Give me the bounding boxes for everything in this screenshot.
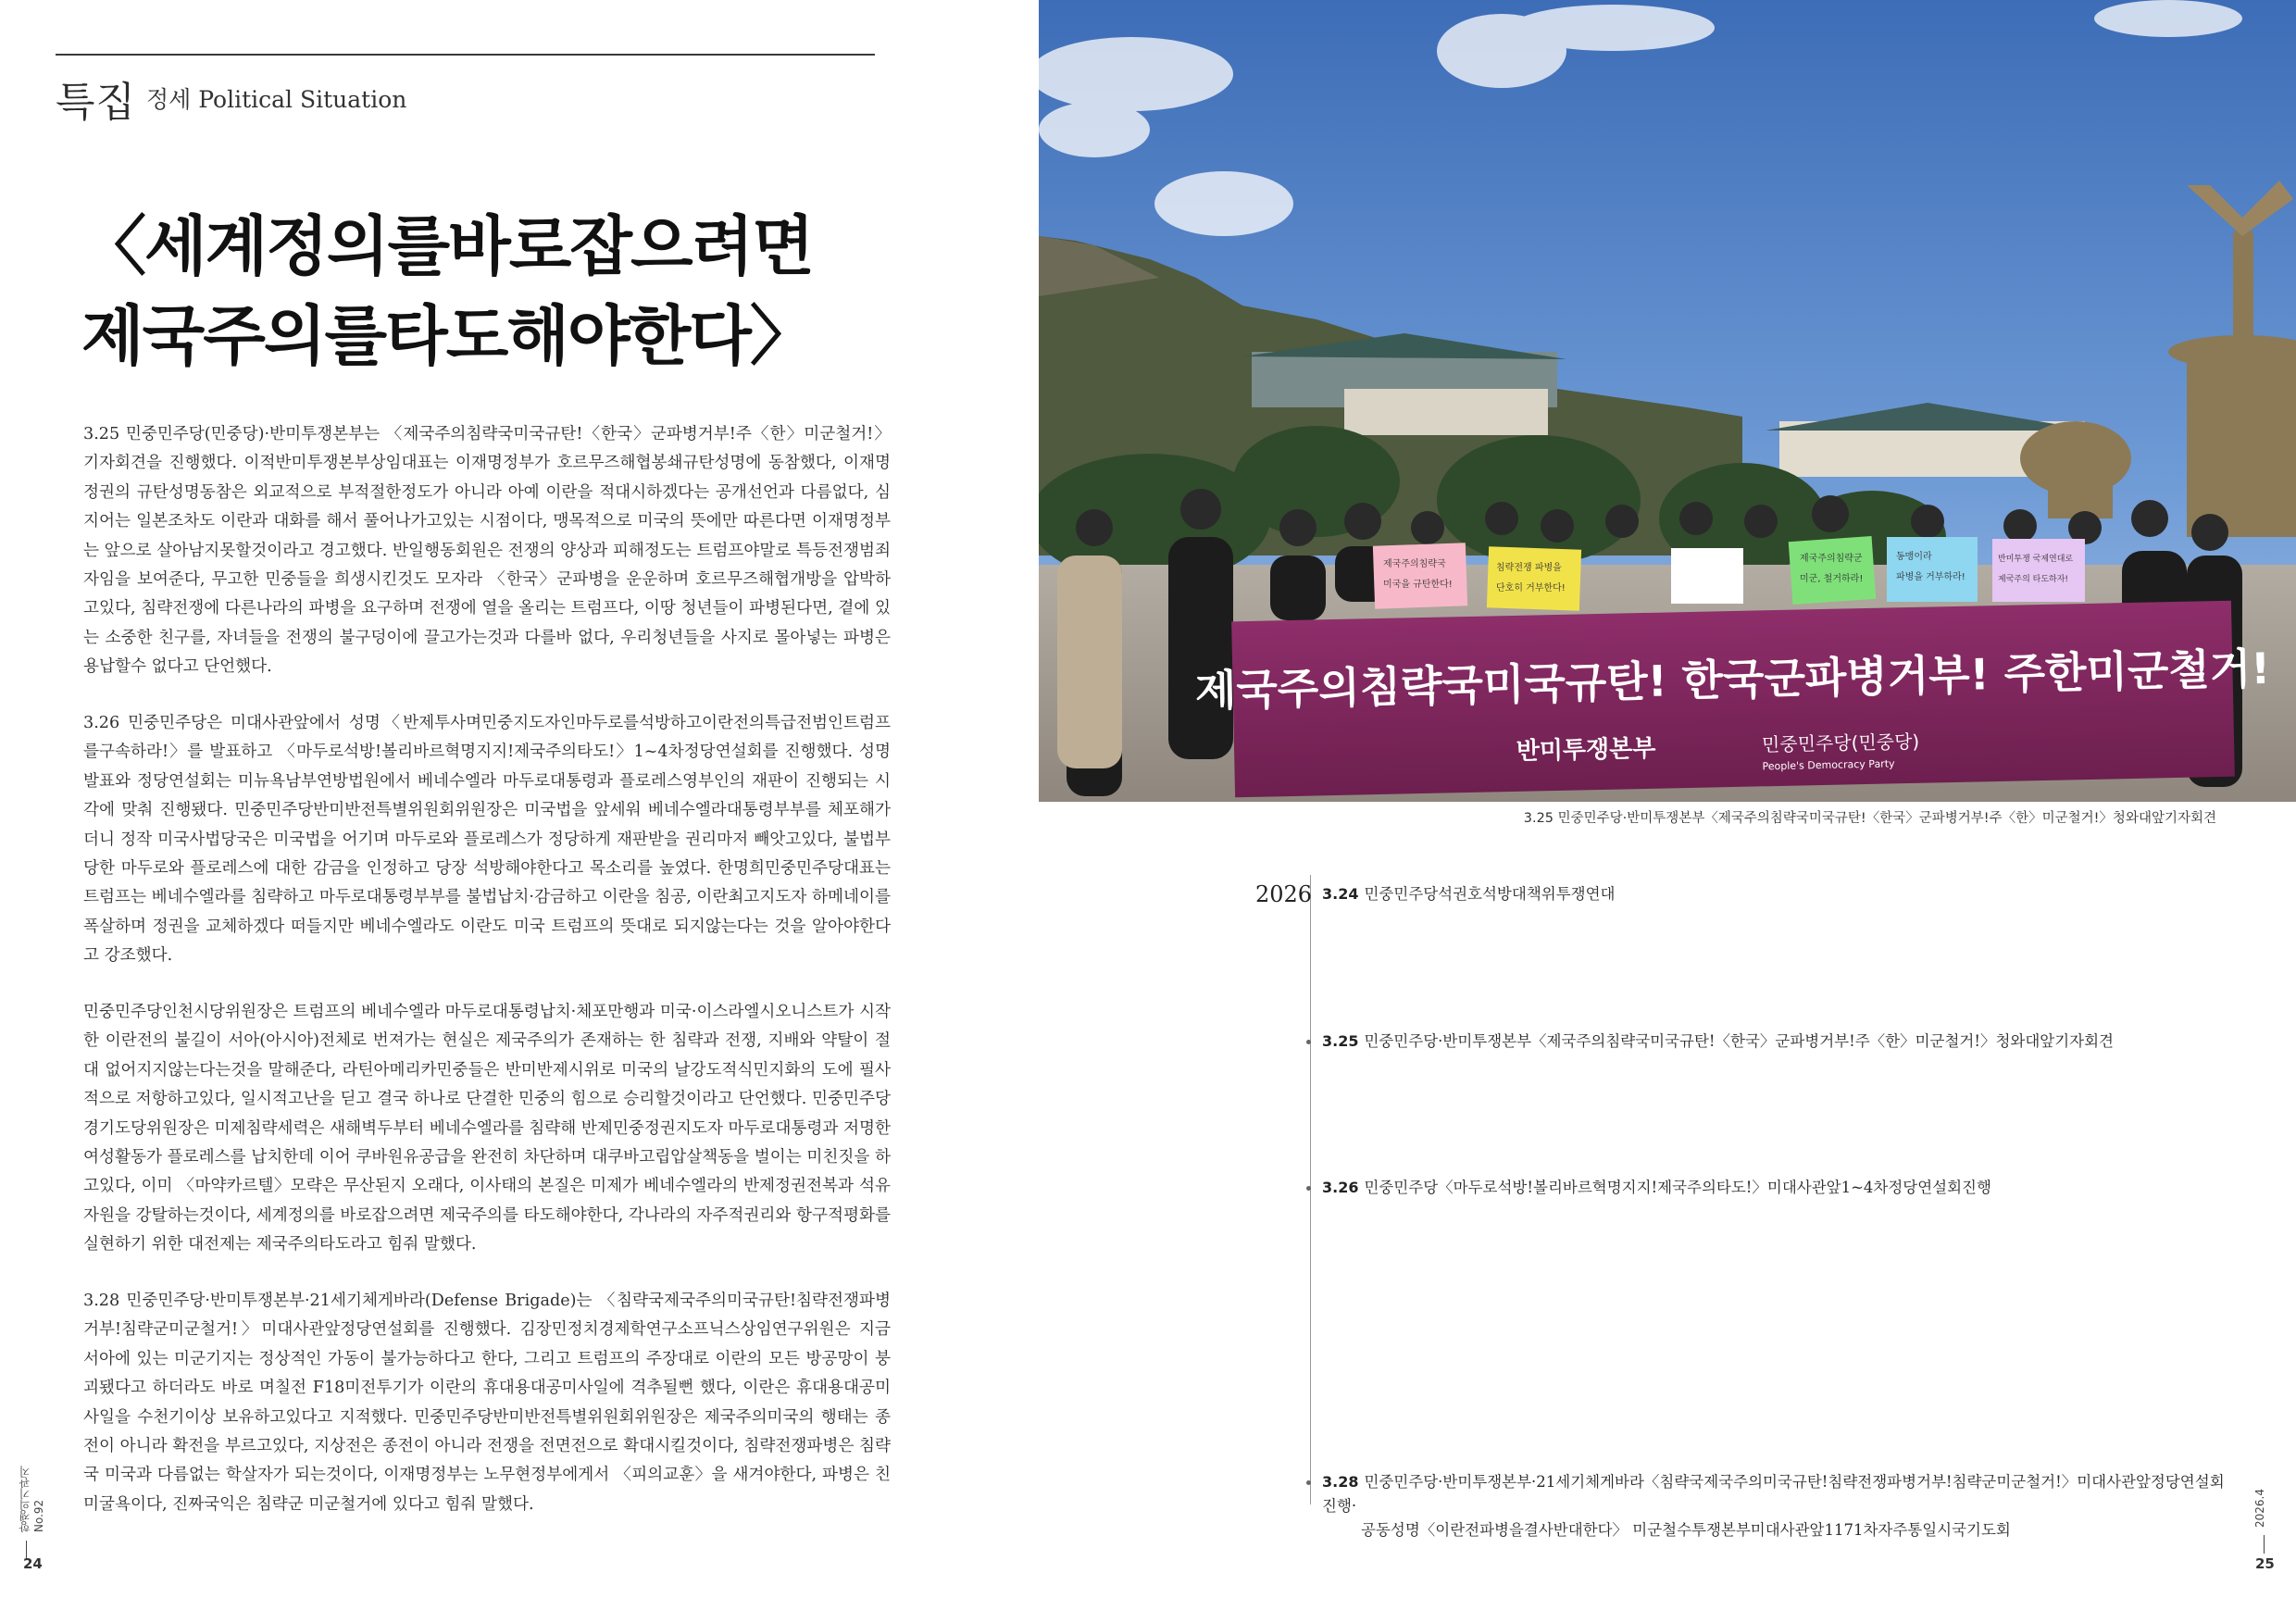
timeline-dot (1306, 1040, 1311, 1044)
timeline-date: 3.26 (1322, 1179, 1359, 1196)
timeline-entry (1322, 1470, 2229, 1542)
sign-board (1992, 539, 2085, 602)
sign-board (1373, 543, 1467, 608)
timeline-text: 민중민주당석권호석방대책위투쟁연대 (1364, 885, 1616, 903)
article-paragraph: 3.26 민중민주당은 미대사관앞에서 성명〈반제투사며민중지도자인마두로를석방하고이란전의특급전범인트럼프를구속하라!〉를 발표하고 〈마두로석방!볼리바르혁명지지!제국주의타도!〉1~4차정당연설회를 진행했다. 성명발표와 정당연설회는 미뉴욕남부연방법원에서 베네수엘라 마두로대통령과 플로레스영부인의 재판이 진행되는 시각에 맞춰 진행됐다. 민중민주당반미반전특별위원회위원장은 미국법을 앞세워 베네수엘라대통령부부를 체포해가더니 정작 미국사법당국은 미국법을 어기며 마두로와 플로레스가 정당하게 재판받을 권리마저 빼앗고있다, 불법부당한 마두로와 플로레스에 대한 감금을 인정하고 당장 석방해야한다고 목소리를 높였다. 한명희민중민주당대표는 트럼프는 베네수엘라를 침략하고 마두로대통령부부를 불법납치·감금하고 이란을 침공, 이란최고지도자 하메네이를 폭살하며 정권을 교체하겠다 떠들지만 베네수엘라도 이란도 미국 트럼프의 뜻대로 되지않는다는 것을 알아야한다고 강조했다. (83, 714, 891, 966)
headline-line-1: 〈세계정의를바로잡으려면 (81, 208, 813, 284)
sign-board (1789, 536, 1877, 605)
sign-board (1671, 548, 1743, 604)
timeline-dot (1306, 1186, 1311, 1191)
sign-text: 제국주의침략군 (1800, 554, 1863, 564)
sign-board (1487, 546, 1581, 610)
banner-slogan: 제국주의침략국미국규탄! 한국군파병거부! 주한미군철거! (1194, 643, 2271, 717)
timeline-entry (1322, 882, 2229, 906)
issue-date-side-label: 2026.4 (2253, 1489, 2266, 1528)
timeline-date: 3.25 (1322, 1032, 1359, 1050)
timeline-text-continued: 공동성명〈이란전파병을결사반대한다〉 미군철수투쟁본부미대사관앞1171차자주통일시국기도회 (1361, 1521, 2011, 1539)
sign-text: 미군, 철거하라! (1800, 574, 1864, 584)
timeline-year: 2026 (1255, 881, 1313, 907)
headline-line-2: 제국주의를타도해야한다〉 (81, 298, 813, 374)
timeline-text: 민중민주당·반미투쟁본부·21세기체게바라〈침략국제국주의미국규탄!침략전쟁파병거부!침략군미군철거!〉미대사관앞정당연설회진행· (1322, 1473, 2225, 1515)
side-divider (2264, 1535, 2265, 1554)
sign-text: 반미투쟁 국제연대로 (1998, 555, 2074, 564)
timeline-dot (1306, 1480, 1311, 1485)
banner-org-2: 민중민주당(민중당) (1761, 730, 1920, 756)
page-number-left: 24 (23, 1555, 43, 1572)
press-conference-photo (1039, 0, 2296, 802)
publication-side-label: 항쟁의기관지 No.92 (19, 1466, 45, 1532)
page-number-right: 25 (2255, 1555, 2275, 1572)
sign-text: 동맹이라 (1896, 552, 1932, 562)
article-paragraph: 민중민주당인천시당위원장은 트럼프의 베네수엘라 마두로대통령납치·체포만행과 미국·이스라엘시오니스트가 시작한 이란전의 불길이 서아(아시아)전체로 번져가는 현실은 제국주의가 존재하는 한 침략과 전쟁, 지배와 약탈이 절대 없어지지않는다는것을 말해준다, 라틴아메리카민중들은 반미반제시위로 미국의 날강도적식민지화의 도에 필사적으로 저항하고있다, 일시적고난을 딛고 결국 하나로 단결한 민중의 힘으로 승리할것이라고 단언했다. 민중민주당경기도당위원장은 미제침략세력은 새해벽두부터 베네수엘라를 침략해 반제민중정권지도자 마두로대통령과 저명한 여성활동가 플로레스를 납치한데 이어 쿠바원유공급을 완전히 차단하며 대쿠바고립압살책동을 벌이는 미친짓을 하고있다, 이미 〈마약카르텔〉모략은 무산된지 오래다, 이사태의 본질은 미제가 베네수엘라의 반제정권전복과 석유자원을 강탈하는것이다, 세계정의를 바로잡으려면 제국주의를 타도해야한다, 각나라의 자주적권리와 항구적평화를 실현하기 위한 대전제는 제국주의타도라고 힘줘 말했다. (83, 1003, 891, 1255)
header-rule (56, 54, 875, 56)
banner-org-2-sub: People's Democracy Party (1762, 757, 1895, 773)
sign-text: 제국주의침략국 (1383, 559, 1446, 569)
sign-text: 파병을 거부하라! (1896, 572, 1965, 582)
timeline-date: 3.28 (1322, 1473, 1359, 1491)
timeline-entry (1322, 1176, 2229, 1200)
sign-text: 침략전쟁 파병을 (1496, 563, 1562, 573)
sign-text: 제국주의 타도하자! (1998, 575, 2069, 584)
sign-text: 미국을 규탄한다! (1383, 580, 1453, 590)
article-headline (81, 202, 878, 381)
banner-org-1: 반미투쟁본부 (1516, 734, 1656, 766)
section-title: 특집 (56, 79, 137, 126)
timeline-text: 민중민주당〈마두로석방!볼리바르혁명지지!제국주의타도!〉미대사관앞1~4차정당연설회진행 (1364, 1179, 1991, 1196)
sign-board (1887, 537, 1978, 602)
article-paragraph: 3.25 민중민주당(민중당)·반미투쟁본부는 〈제국주의침략국미국규탄!〈한국〉군파병거부!주〈한〉미군철거!〉기자회견을 진행했다. 이적반미투쟁본부상임대표는 이재명정부가 호르무즈해협봉쇄규탄성명에 동참했다, 이재명정권의 규탄성명동참은 외교적으로 부적절한정도가 아니라 아예 이란을 적대시하겠다는 공개선언과 다름없다, 심지어는 일본조차도 이란과 대화를 해서 풀어나가고있는 시점이다, 맹목적으로 미국의 뜻에만 따른다면 이재명정부는 앞으로 살아남지못할것이라고 경고했다. 반일행동회원은 전쟁의 양상과 피해정도는 트럼프야말로 특등전쟁범죄자임을 보여준다, 무고한 민중들을 희생시킨것도 모자라 〈한국〉군파병을 운운하며 호르무즈해협개방을 압박하고있다, 침략전쟁에 다른나라의 파병을 요구하며 전쟁에 열을 올리는 트럼프다, 이땅 청년들이 파병된다면, 곁에 있는 소중한 친구를, 자녀들을 전쟁의 불구덩이에 끌고가는것과 다를바 없다, 우리청년들을 사지로 몰아넣는 파병은 용납할수 없다고 단언했다. (83, 425, 891, 677)
section-subtitle: 정세 Political Situation (146, 86, 407, 113)
article-paragraph: 3.28 민중민주당·반미투쟁본부·21세기체게바라(Defense Brigade)는 〈침략국제국주의미국규탄!침략전쟁파병거부!침략군미군철거!〉미대사관앞정당연설회를 진행했다. 김장민정치경제학연구소프닉스상임연구위원은 지금 서아에 있는 미군기지는 정상적인 가동이 불가능하다고 한다, 그리고 트럼프의 주장대로 이란의 모든 방공망이 붕괴됐다고 하더라도 바로 며칠전 F18미전투기가 이란의 휴대용대공미사일에 격추될뻔 했다, 이란은 휴대용대공미사일을 수천기이상 보유하고있다고 지적했다. 민중민주당반미반전특별위원회위원장은 제국주의미국의 행태는 종전이 아니라 확전을 부르고있다, 지상전은 종전이 아니라 전쟁을 전면전으로 확대시킬것이다, 침략전쟁파병은 침략국 미국과 다름없는 학살자가 되는것이다, 이재명정부는 노무현정부에게서 〈피의교훈〉을 새겨야한다, 파병은 친미굴욕이다, 진짜국익은 침략군 미군철거에 있다고 힘줘 말했다. (83, 1292, 891, 1514)
sign-text: 단호히 거부한다! (1496, 583, 1566, 593)
timeline-entry (1322, 1030, 2229, 1054)
timeline-date: 3.24 (1322, 885, 1359, 903)
timeline-text: 민중민주당·반미투쟁본부〈제국주의침략국미국규탄!〈한국〉군파병거부!주〈한〉미군철거!〉청와대앞기자회견 (1364, 1032, 2114, 1050)
photo-caption: 3.25 민중민주당·반미투쟁본부〈제국주의침략국미국규탄!〈한국〉군파병거부!주〈한〉미군철거!〉청와대앞기자회견 (1523, 811, 2216, 826)
